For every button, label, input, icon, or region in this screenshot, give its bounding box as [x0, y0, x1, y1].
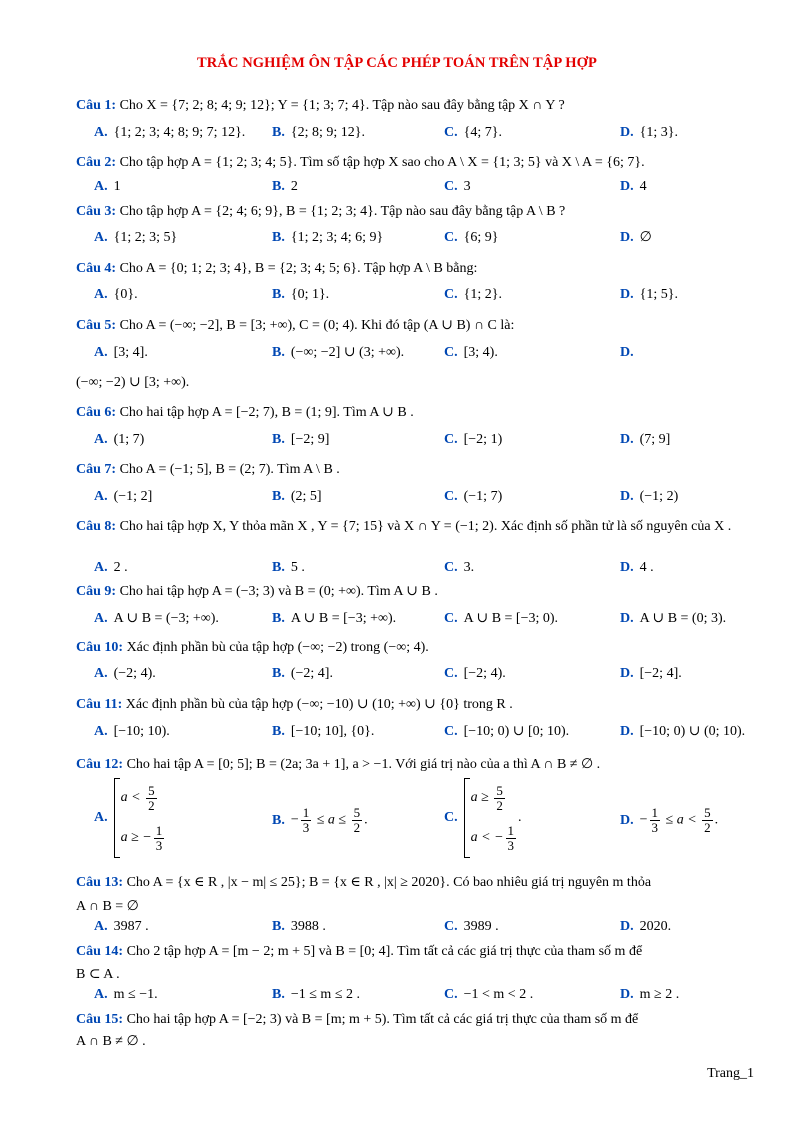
option-a: A. [3; 4]. [94, 345, 148, 360]
option-c: C. 3 [444, 179, 471, 194]
question-7: Câu 7: Cho A = (−1; 5], B = (2; 7). Tìm A \ B . [76, 462, 340, 477]
option-b: B. {2; 8; 9; 12}. [272, 125, 365, 140]
option-d: D. [620, 345, 634, 360]
question-text: Cho X = {7; 2; 8; 4; 9; 12}; Y = {1; 3; 7; 4}. Tập nào sau đây bằng tập X ∩ Y ? [119, 98, 565, 113]
option-c: C. 3. [444, 560, 475, 575]
option-b: B. (2; 5] [272, 489, 322, 504]
page-footer: Trang_1 [707, 1066, 754, 1081]
option-a: A. m ≤ −1. [94, 987, 158, 1002]
option-d: D. A ∪ B = (0; 3). [620, 611, 727, 626]
option-d-continued: (−∞; −2) ∪ [3; +∞). [76, 375, 190, 390]
option-c: C. [−10; 0) ∪ [0; 10). [444, 724, 570, 739]
option-b: B. [−2; 9] [272, 432, 330, 447]
option-b: B. − $\frac{1}{3}$ ≤ a ≤ $\frac{5}{2}$ . [272, 805, 368, 835]
option-d: D. (−1; 2) [620, 489, 679, 504]
option-a: A. (1; 7) [94, 432, 145, 447]
option-b: B. A ∪ B = [−3; +∞). [272, 611, 397, 626]
question-6: Câu 6: Cho hai tập hợp A = [−2; 7), B = (1; 9]. Tìm A ∪ B . [76, 405, 414, 420]
system-bracket: a ≥ $\frac{5}{2}$ a < − $\frac{1}{3}$ [464, 778, 518, 858]
option-d: D. [−10; 0) ∪ (0; 10). [620, 724, 746, 739]
option-c: C. [−2; 4). [444, 666, 506, 681]
option-c: C. [3; 4). [444, 345, 498, 360]
page-title: TRẮC NGHIỆM ÔN TẬP CÁC PHÉP TOÁN TRÊN TẬP HỢP [197, 55, 597, 71]
question-8: Câu 8: Cho hai tập hợp X, Y thỏa mãn X , Y = {7; 15} và X ∩ Y = (−1; 2). Xác định số phần tử là số nguyên của X . [76, 519, 732, 534]
question-14-line2: B ⊂ A . [76, 967, 120, 982]
option-b: B. [−10; 10], {0}. [272, 724, 375, 739]
question-10: Câu 10: Xác định phần bù của tập hợp (−∞; −2) trong (−∞; 4). [76, 640, 429, 655]
option-a: A. A ∪ B = (−3; +∞). [94, 611, 219, 626]
option-c: C. a ≥ $\frac{5}{2}$ a < − $\frac{1}{3}$ . [444, 778, 522, 858]
option-a: A. {1; 2; 3; 4; 8; 9; 7; 12}. [94, 125, 246, 140]
question-12: Câu 12: Cho hai tập A = [0; 5]; B = (2a; 3a + 1], a > −1. Với giá trị nào của a thì A ∩ B ≠ ∅ . [76, 757, 601, 772]
option-c: C. 3989 . [444, 919, 499, 934]
system-bracket: a < $\frac{5}{2}$ a ≥ − $\frac{1}{3}$ [114, 778, 167, 858]
option-a: A. (−1; 2] [94, 489, 153, 504]
question-11: Câu 11: Xác định phần bù của tập hợp (−∞; −10) ∪ (10; +∞) ∪ {0} trong R . [76, 697, 513, 712]
question-3: Câu 3: Cho tập hợp A = {2; 4; 6; 9}, B = {1; 2; 3; 4}. Tập nào sau đây bằng tập A \ B ? [76, 204, 566, 219]
option-b: B. 3988 . [272, 919, 326, 934]
question-4: Câu 4: Cho A = {0; 1; 2; 3; 4}, B = {2; 3; 4; 5; 6}. Tập hợp A \ B bằng: [76, 261, 478, 276]
question-14: Câu 14: Cho 2 tập hợp A = [m − 2; m + 5] và B = [0; 4]. Tìm tất cả các giá trị thực của tham số m để [76, 944, 643, 959]
option-c: C. {1; 2}. [444, 287, 502, 302]
option-d: D. m ≥ 2 . [620, 987, 680, 1002]
option-d: D. − $\frac{1}{3}$ ≤ a < $\frac{5}{2}$ . [620, 805, 719, 835]
option-c: C. −1 < m < 2 . [444, 987, 534, 1002]
option-a: A. {1; 2; 3; 5} [94, 230, 178, 245]
option-d: D. {1; 5}. [620, 287, 678, 302]
option-b: B. 2 [272, 179, 298, 194]
question-1 [76, 96, 766, 116]
option-d: D. ∅ [620, 230, 652, 245]
option-c: C. [−2; 1) [444, 432, 503, 447]
option-d: D. 2020. [620, 919, 672, 934]
option-c: C. A ∪ B = [−3; 0). [444, 611, 559, 626]
question-13: Câu 13: Cho A = {x ∈ R , |x − m| ≤ 25}; B = {x ∈ R , |x| ≥ 2020}. Có bao nhiêu giá trị nguyên m thỏa [76, 875, 652, 890]
option-a: A. a < $\frac{5}{2}$ a ≥ − $\frac{1}{3}$ [94, 778, 166, 858]
option-c: C. (−1; 7) [444, 489, 503, 504]
option-c: C. {6; 9} [444, 230, 499, 245]
option-b: B. −1 ≤ m ≤ 2 . [272, 987, 360, 1002]
option-a: A. 3987 . [94, 919, 149, 934]
option-a: A. {0}. [94, 287, 138, 302]
option-d: D. 4 [620, 179, 647, 194]
question-15-line2: A ∩ B ≠ ∅ . [76, 1034, 146, 1049]
question-5: Câu 5: Cho A = (−∞; −2], B = [3; +∞), C = (0; 4). Khi đó tập (A ∪ B) ∩ C là: [76, 318, 515, 333]
option-d: D. (7; 9] [620, 432, 671, 447]
option-a: A. 1 [94, 179, 121, 194]
question-number: Câu 1: [76, 98, 117, 113]
option-b: B. (−∞; −2] ∪ (3; +∞). [272, 345, 405, 360]
option-a: A. [−10; 10). [94, 724, 170, 739]
option-d: D. [−2; 4]. [620, 666, 682, 681]
option-d: D. 4 . [620, 560, 654, 575]
option-a: A. 2 . [94, 560, 128, 575]
option-b: B. {1; 2; 3; 4; 6; 9} [272, 230, 384, 245]
question-15: Câu 15: Cho hai tập hợp A = [−2; 3) và B = [m; m + 5). Tìm tất cả các giá trị thực của tham số m để [76, 1012, 639, 1027]
question-9: Câu 9: Cho hai tập hợp A = (−3; 3) và B = (0; +∞). Tìm A ∪ B . [76, 584, 438, 599]
option-a: A. (−2; 4). [94, 666, 156, 681]
option-b: B. 5 . [272, 560, 305, 575]
option-d: D. {1; 3}. [620, 125, 678, 140]
question-13-line2: A ∩ B = ∅ [76, 899, 139, 914]
option-b: B. (−2; 4]. [272, 666, 333, 681]
option-c: C. {4; 7}. [444, 125, 502, 140]
question-2: Câu 2: Cho tập hợp A = {1; 2; 3; 4; 5}. Tìm số tập hợp X sao cho A \ X = {1; 3; 5} và X \ A = {6; 7}. [76, 155, 645, 170]
option-b: B. {0; 1}. [272, 287, 330, 302]
